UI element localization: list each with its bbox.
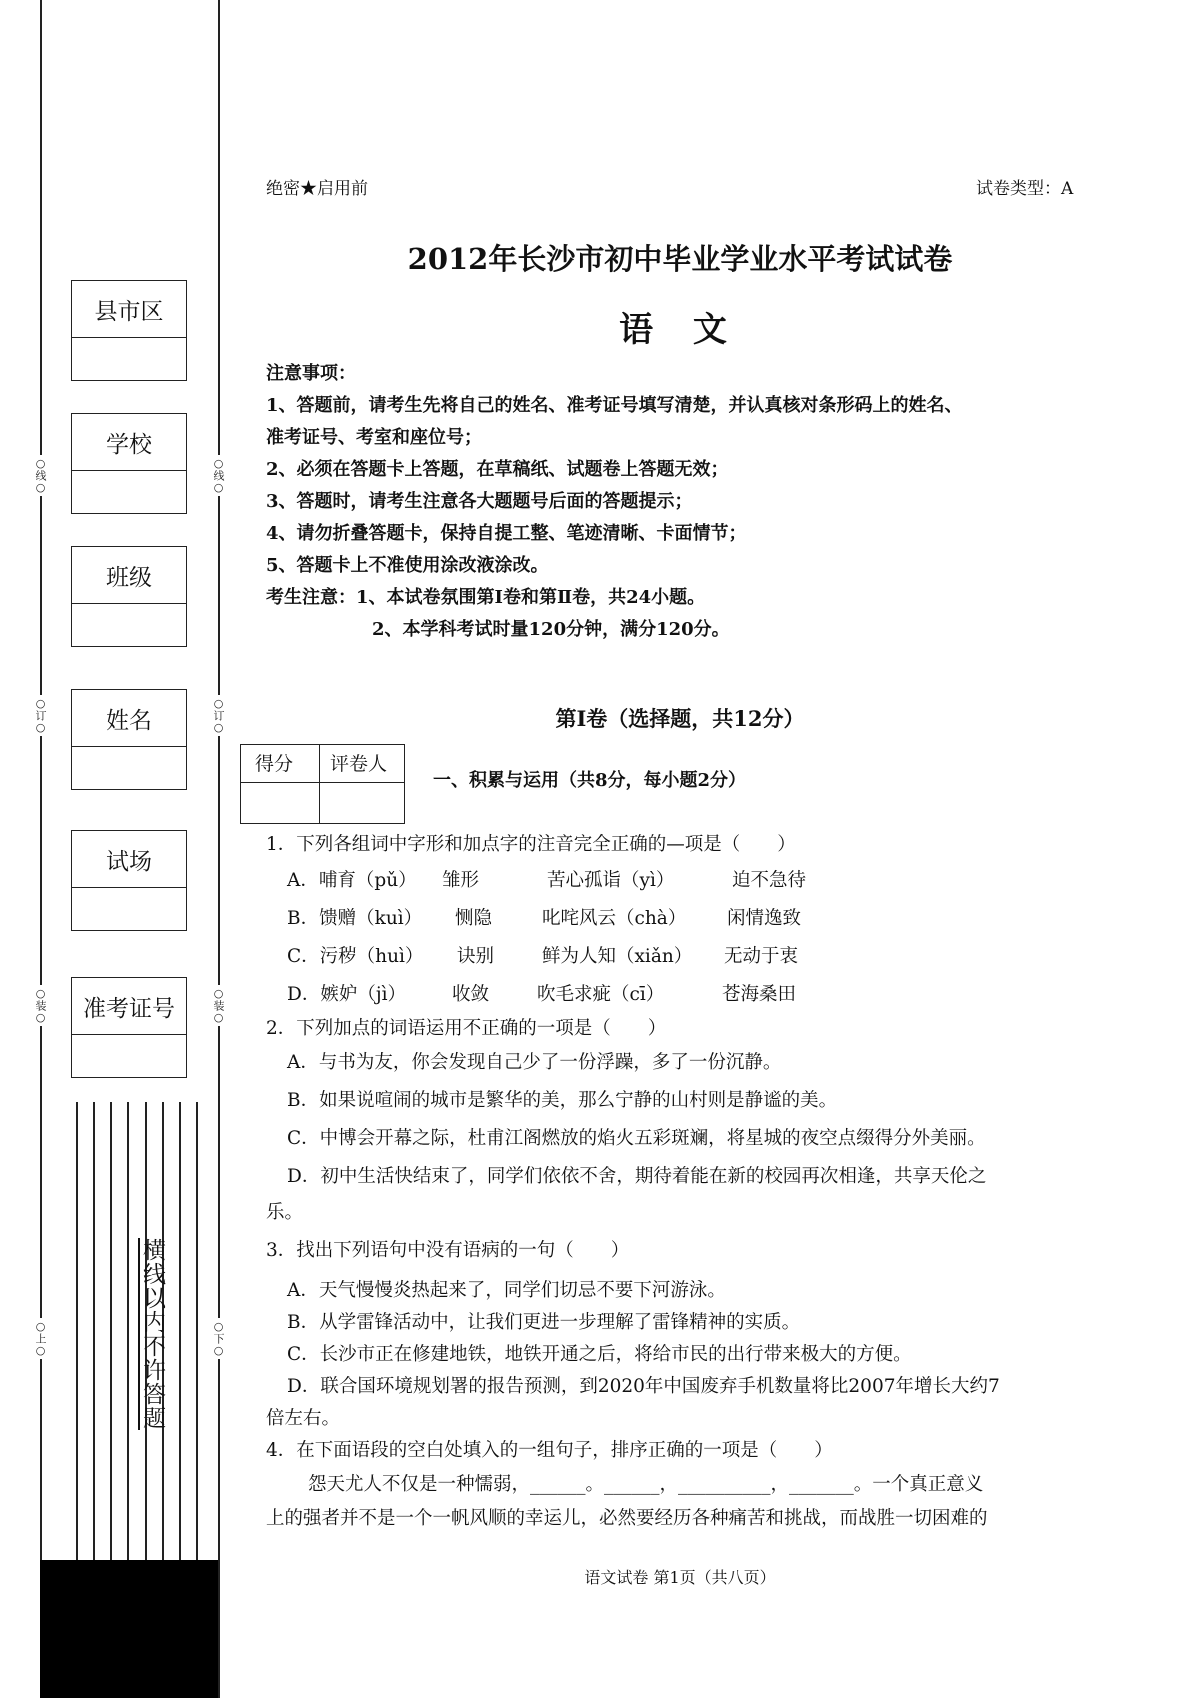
black-block [40,1560,218,1698]
confidential-label: 绝密★启用前 [266,179,368,199]
field-name[interactable] [71,689,187,790]
q3-option-c: C．长沙市正在修建地铁，地铁开通之后，将给市民的出行带来极大的方便。 [287,1344,912,1365]
q4-passage-line2: 上的强者并不是一个一帆风顺的幸运儿，必然要经历各种痛苦和挑战，而战胜一切困难的 [266,1508,988,1529]
part-title: 一、积累与运用（共8分，每小题2分） [433,770,747,791]
field-ticket-number[interactable] [71,977,187,1078]
field-label: 学校 [72,414,186,471]
field-label: 县市区 [72,281,186,338]
paper-type: 试卷类型：A [976,179,1074,199]
marker-bind-left: ○装○ [34,987,47,1024]
rule-line [127,1102,129,1562]
q4-passage-line1: 怨天尤人不仅是一种懦弱，______。______，__________，_______。一个真正意义 [308,1474,984,1495]
candidate-note [266,582,705,614]
question-2-stem: 2．下列加点的词语运用不正确的一项是（ ） [266,1018,667,1039]
q3-option-a: A．天气慢慢炎热起来了，同学们切忌不要下河游泳。 [287,1280,726,1301]
notice-item: 准考证号、考室和座位号； [266,427,482,448]
q1-option-a: A．哺育（pǔ） 雏形 苦心孤诣（yì） 迫不急待 [287,870,807,891]
score-label: 得分 [255,753,294,775]
q1-option-b: B．馈赠（kuì） 恻隐 叱咤风云（chà） 闲情逸致 [287,908,802,929]
marker-lower: ○下○ [212,1320,225,1357]
marker-order-right: ○订○ [212,697,225,734]
marker-upper: ○上○ [34,1320,47,1357]
rule-line [110,1102,112,1562]
marker-bind-right: ○装○ [212,987,225,1024]
q2-option-d-line1: D．初中生活快结束了，同学们依依不舍，期待着能在新的校园再次相逢，共享天伦之 [287,1166,987,1187]
notice-item: 3、答题时，请考生注意各大题题号后面的答题提示； [266,491,693,512]
notice-item: 5、答题卡上不准使用涂改液涂改。 [266,555,549,576]
binding-line [40,0,42,1698]
marker-line-left: ○线○ [34,457,47,494]
field-class[interactable] [71,546,187,647]
score-table [240,744,405,824]
field-county[interactable] [71,280,187,381]
field-label: 准考证号 [72,978,186,1035]
rule-line [196,1102,198,1562]
notice-heading: 注意事项： [266,363,356,384]
binding-line [218,0,220,1698]
rule-line [76,1102,78,1562]
section-title: 第Ⅰ卷（选择题，共12分） [555,706,805,731]
q1-option-c: C．污秽（huì） 诀别 鲜为人知（xiǎn） 无动于衷 [287,946,799,967]
rule-line [179,1102,181,1562]
marker-order-left: ○订○ [34,697,47,734]
rule-line [93,1102,95,1562]
field-label: 试场 [72,831,186,888]
field-exam-room[interactable] [71,830,187,931]
q2-option-c: C．中博会开幕之际，杜甫江阁燃放的焰火五彩斑斓，将星城的夜空点缀得分外美丽。 [287,1128,986,1149]
field-label: 姓名 [72,690,186,747]
exam-title: 2012年长沙市初中毕业学业水平考试试卷 [407,242,953,276]
q2-option-d-line2: 乐。 [266,1202,304,1223]
question-4-stem: 4．在下面语段的空白处填入的一组句子，排序正确的一项是（ ） [266,1440,833,1461]
q3-option-d-line2: 倍左右。 [266,1408,341,1429]
page-footer: 语文试卷 第1页（共八页） [584,1568,776,1587]
grader-label: 评卷人 [330,753,388,775]
q2-option-b: B．如果说喧闹的城市是繁华的美，那么宁静的山村则是静谧的美。 [287,1090,838,1111]
subject-title: 语 文 [619,310,741,350]
candidate-note-2: 2、本学科考试时量120分钟，满分120分。 [372,619,730,640]
question-1-stem: 1．下列各组词中字形和加点字的注音完全正确的—项是（ ） [266,834,796,855]
q1-option-d: D．嫉妒（jì） 收敛 吹毛求疵（cī） 苍海桑田 [287,984,797,1005]
field-school[interactable] [71,413,187,514]
notice-item: 2、必须在答题卡上答题，在草稿纸、试题卷上答题无效； [266,459,729,480]
field-label: 班级 [72,547,186,604]
question-3-stem: 3．找出下列语句中没有语病的一句（ ） [266,1240,630,1261]
candidate-label: 考生注意： [266,587,356,608]
candidate-note-1: 1、本试卷氛围第Ⅰ卷和第Ⅱ卷，共24小题。 [356,587,706,608]
q3-option-d-line1: D．联合国环境规划署的报告预测，到2020年中国废弃手机数量将比2007年增长大约7 [287,1376,1000,1397]
no-answer-note: 横线以内不许答题 [139,1238,165,1430]
marker-line-right: ○线○ [212,457,225,494]
q2-option-a: A．与书为友，你会发现自己少了一份浮躁，多了一份沉静。 [287,1052,782,1073]
notice-item: 4、请勿折叠答题卡，保持自提工整、笔迹清晰、卡面情节； [266,523,747,544]
notice-item: 1、答题前，请考生先将自己的姓名、准考证号填写清楚，并认真核对条形码上的姓名、 [266,395,963,416]
q3-option-b: B．从学雷锋活动中，让我们更进一步理解了雷锋精神的实质。 [287,1312,801,1333]
